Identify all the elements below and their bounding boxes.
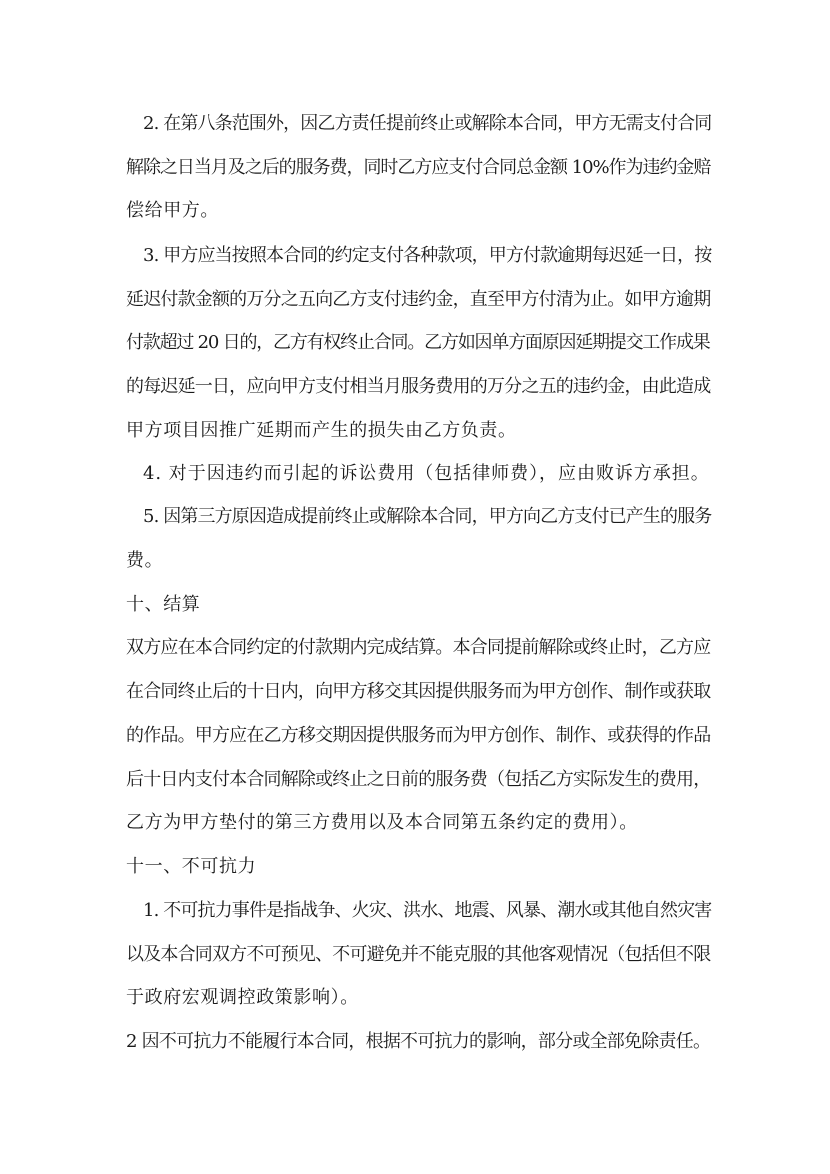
paragraph-line: 费。 bbox=[126, 550, 164, 571]
paragraph-line: 以及本合同双方不可预见、不可避免并不能克服的其他客观情况（包括但不限 bbox=[126, 944, 711, 965]
section-heading: 十一、不可抗力 bbox=[126, 856, 257, 877]
paragraph-line: 于政府宏观调控政策影响）。 bbox=[126, 987, 359, 1008]
paragraph-line: 的每迟延一日，应向甲方支付相当月服务费用的万分之五的违约金，由此造成 bbox=[126, 376, 711, 397]
paragraph-line: 延迟付款金额的万分之五向乙方支付违约金，直至甲方付清为止。如甲方逾期 bbox=[126, 289, 711, 310]
paragraph-line: 1. 不可抗力事件是指战争、火灾、洪水、地震、风暴、潮水或其他自然灾害 bbox=[143, 900, 712, 921]
paragraph-line: 双方应在本合同约定的付款期内完成结算。本合同提前解除或终止时，乙方应 bbox=[126, 637, 711, 658]
paragraph-line: 3. 甲方应当按照本合同的约定支付各种款项，甲方付款逾期每迟延一日，按 bbox=[143, 245, 712, 266]
paragraph-line: 解除之日当月及之后的服务费，同时乙方应支付合同总金额 10%作为违约金赔 bbox=[126, 157, 711, 178]
paragraph-line: 在合同终止后的十日内，向甲方移交其因提供服务而为甲方创作、制作或获取 bbox=[126, 681, 711, 702]
section-heading: 十、结算 bbox=[126, 594, 201, 615]
paragraph-line: 付款超过 20 日的，乙方有权终止合同。乙方如因单方面原因延期提交工作成果 bbox=[126, 332, 710, 353]
paragraph-line: 5. 因第三方原因造成提前终止或解除本合同，甲方向乙方支付已产生的服务 bbox=[143, 506, 712, 527]
paragraph-line: 的作品。甲方应在乙方移交期因提供服务而为甲方创作、制作、或获得的作品 bbox=[126, 725, 711, 746]
paragraph-line: 乙方为甲方垫付的第三方费用以及本合同第五条约定的费用）。 bbox=[126, 812, 638, 833]
paragraph-line: 偿给甲方。 bbox=[126, 200, 219, 221]
paragraph-line: 2 因不可抗力不能履行本合同，根据不可抗力的影响，部分或全部免除责任。 bbox=[126, 1031, 711, 1052]
paragraph-line: 后十日内支付本合同解除或终止之日前的服务费（包括乙方实际发生的费用， bbox=[126, 769, 711, 790]
paragraph-line: 2. 在第八条范围外，因乙方责任提前终止或解除本合同，甲方无需支付合同 bbox=[143, 113, 712, 134]
paragraph-line: 甲方项目因推广延期而产生的损失由乙方负责。 bbox=[126, 420, 517, 441]
paragraph-line: 4. 对于因违约而引起的诉讼费用（包括律师费），应由败诉方承担。 bbox=[143, 463, 710, 484]
